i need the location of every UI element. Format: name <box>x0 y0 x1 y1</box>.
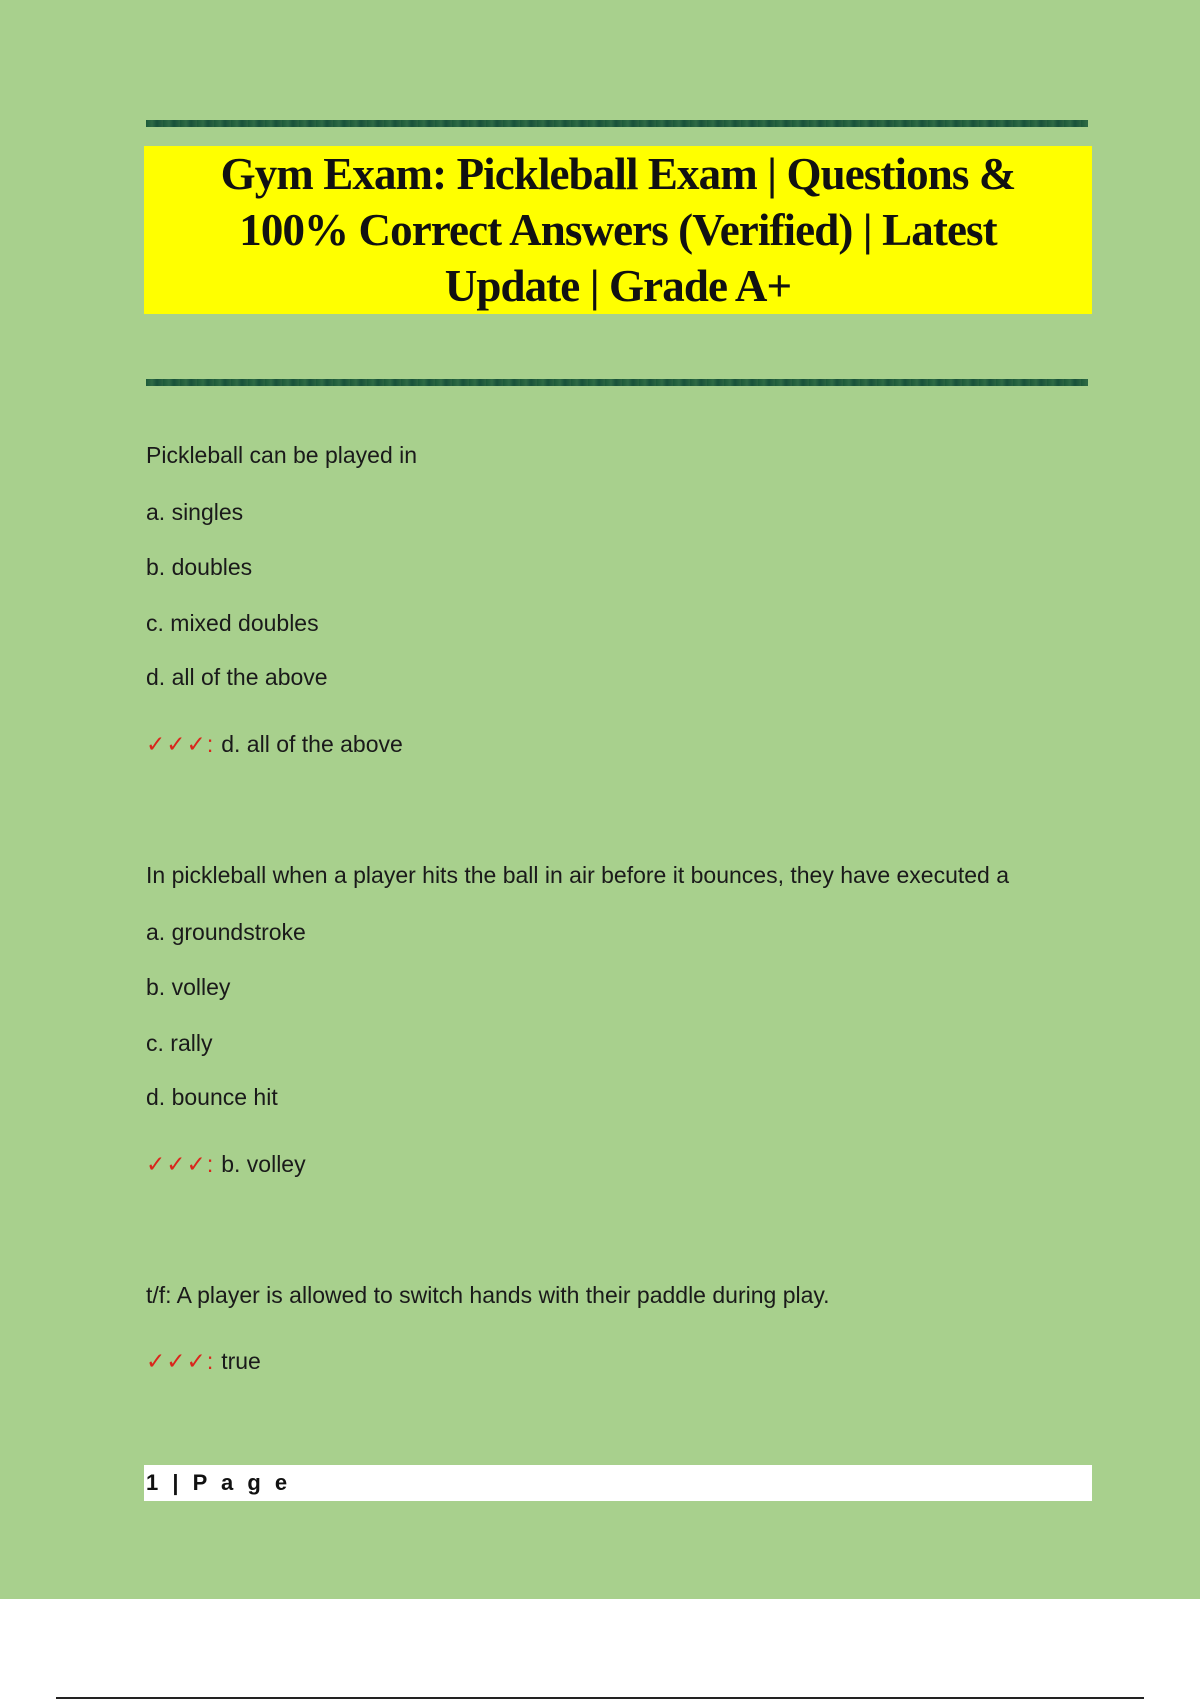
question-2-option-d: d. bounce hit <box>146 1084 278 1110</box>
answer-colon: : <box>206 1151 214 1177</box>
question-2-prompt: In pickleball when a player hits the ball in air before it bounces, they have executed a <box>146 862 1010 888</box>
question-3-answer <box>146 1348 261 1375</box>
title-bottom-rule <box>146 379 1088 386</box>
check-mark-icon: ✓✓✓ <box>146 732 207 758</box>
answer-colon: : <box>206 731 214 757</box>
question-3-prompt: t/f: A player is allowed to switch hands with their paddle during play. <box>146 1282 830 1308</box>
page-footer <box>144 1465 1092 1501</box>
answer-colon: : <box>206 1348 214 1374</box>
title-top-rule <box>146 120 1088 127</box>
title-highlight-box <box>144 146 1092 314</box>
question-1-option-a: a. singles <box>146 499 244 525</box>
next-page-rule <box>56 1697 1144 1699</box>
document-title: Gym Exam: Pickleball Exam | Questions & 100% Correct Answers (Verified) | Latest Update | Grade A+ <box>220 149 1016 311</box>
check-mark-icon: ✓✓✓ <box>146 1349 207 1375</box>
question-3-answer-text: true <box>221 1348 261 1374</box>
check-mark-icon: ✓✓✓ <box>146 1152 207 1178</box>
question-1-answer-text: d. all of the above <box>221 731 403 757</box>
question-2-option-c: c. rally <box>146 1030 213 1056</box>
question-2-answer <box>146 1151 306 1178</box>
question-1-option-b: b. doubles <box>146 554 253 580</box>
question-2-answer-text: b. volley <box>221 1151 306 1177</box>
question-1-prompt: Pickleball can be played in <box>146 442 418 468</box>
question-2-option-a: a. groundstroke <box>146 919 306 945</box>
question-1-option-c: c. mixed doubles <box>146 610 319 636</box>
page-number-label: 1 | P a g e <box>146 1470 292 1495</box>
question-2-option-b: b. volley <box>146 974 231 1000</box>
question-1-option-d: d. all of the above <box>146 664 328 690</box>
question-1-answer <box>146 731 403 758</box>
